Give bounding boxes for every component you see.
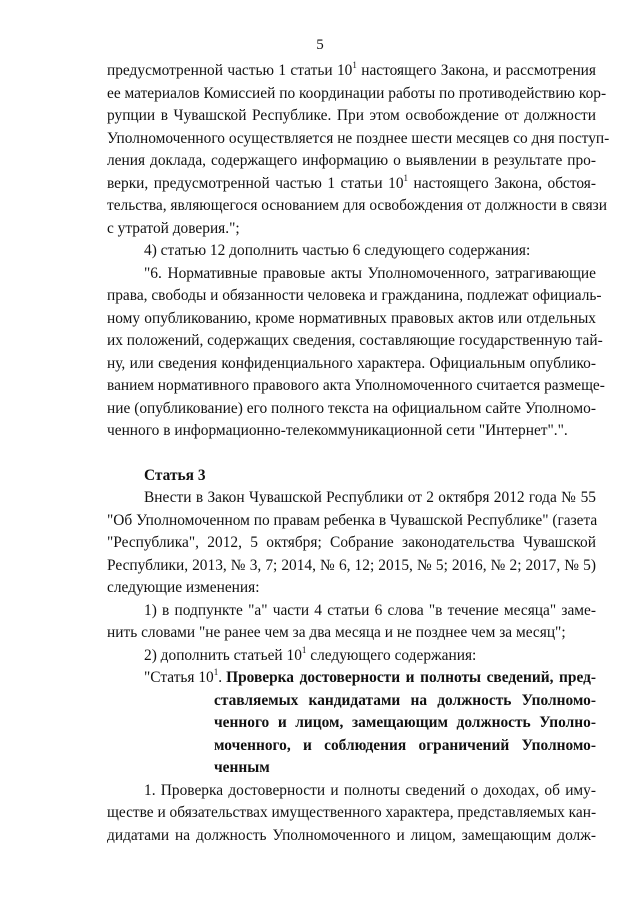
text-line: Республики, 2013, № 3, 7; 2014, № 6, 12; 2015, № 5; 2016, № 2; 2017, № 5) [107, 556, 596, 574]
text-line: ному опубликованию, кроме нормативных правовых актов или отдельных [107, 309, 596, 327]
text-line: "Об Уполномоченном по правам ребенка в Чувашской Республике" (газета [107, 511, 598, 529]
text-line: 2) дополнить статьей $10^1$ следующего содержания: [144, 644, 477, 664]
document-body [107, 60, 610, 847]
text-line: ванием нормативного правового акта Уполномоченного считается размеще- [107, 377, 605, 394]
text-line: дидатами на должность Уполномоченного и лицом, замещающим долж- [107, 826, 596, 844]
text-line: 1) в подпункте "а" части 4 статьи 6 слова "в течение месяца" заме- [144, 601, 596, 619]
article-3-intro [107, 487, 596, 600]
text-line: Уполномоченного осуществляется не позднее шести месяцев со дня поступ- [107, 129, 610, 147]
amendment-item-1 [107, 600, 596, 645]
text-line: с утратой доверия."; [107, 219, 240, 237]
page-number: 5 [316, 37, 324, 53]
text-line: ние (опубликование) его полного текста на официальном сайте Уполномо- [107, 399, 596, 417]
new-article-part-1 [107, 780, 596, 848]
text-line: 1. Проверка достоверности и полноты сведений о доходах, об иму- [144, 781, 596, 799]
new-article-heading [107, 667, 596, 780]
new-article-title-line: Проверка достоверности и полноты сведений, пред- [226, 669, 596, 686]
text-line: Внести в Закон Чувашской Республики от 2 октября 2012 года № 55 [144, 489, 596, 506]
text-line: их положений, содержащих сведения, составляющие государственную тай- [107, 332, 603, 349]
new-article-label: "Статья $10^1$. [144, 667, 223, 686]
new-article-title-line: ставляемых кандидатами на должность Уполномо- [214, 691, 596, 709]
text-line: "Республика", 2012, 5 октября; Собрание законодательства Чувашской [107, 534, 596, 551]
text-line: 4) статью 12 дополнить частью 6 следующего содержания: [144, 242, 531, 259]
new-article-title-line: моченного, и соблюдения ограничений Уполномо- [214, 736, 596, 754]
text-line: ченного в информационно-телекоммуникационной сети "Интернет".". [107, 422, 568, 439]
text-line: верки, предусмотренной частью 1 статьи $10^1$ настоящего Закона, обстоя- [107, 172, 596, 192]
text-line: ну, или сведения конфиденциального характера. Официальным опублико- [107, 354, 596, 372]
text-line: "6. Нормативные правовые акты Уполномоченного, затрагивающие [144, 264, 596, 282]
text-line: предусмотренной частью 1 статьи $10^1$ настоящего Закона, и рассмотрения [107, 60, 596, 79]
text-line: ее материалов Комиссией по координации работы по противодействию кор- [107, 84, 607, 102]
amendment-item-4 [107, 240, 596, 263]
article-heading: Статья 3 [144, 466, 206, 484]
text-line: тельства, являющегося основанием для освобождения от должности в связи [107, 197, 607, 214]
text-line: нить словами "не ранее чем за два месяца и не позднее чем за месяц"; [107, 624, 566, 641]
new-article-title-line: ченным [214, 759, 270, 776]
text-line: ществе и обязательствах имущественного характера, представляемых кан- [107, 804, 597, 821]
text-line: рупции в Чувашской Республике. При этом освобождение от должности [107, 107, 596, 124]
text-line: ления доклада, содержащего информацию о выявлении в результате про- [107, 152, 596, 169]
text-line: права, свободы и обязанности человека и гражданина, подлежат официаль- [107, 287, 602, 304]
new-article-title-line: ченного и лицом, замещающим должность Уполно- [214, 714, 596, 731]
paragraph-continuation [107, 60, 610, 240]
quoted-part-6 [107, 263, 605, 443]
amendment-item-2 [107, 645, 596, 668]
text-line: следующие изменения: [107, 579, 260, 596]
